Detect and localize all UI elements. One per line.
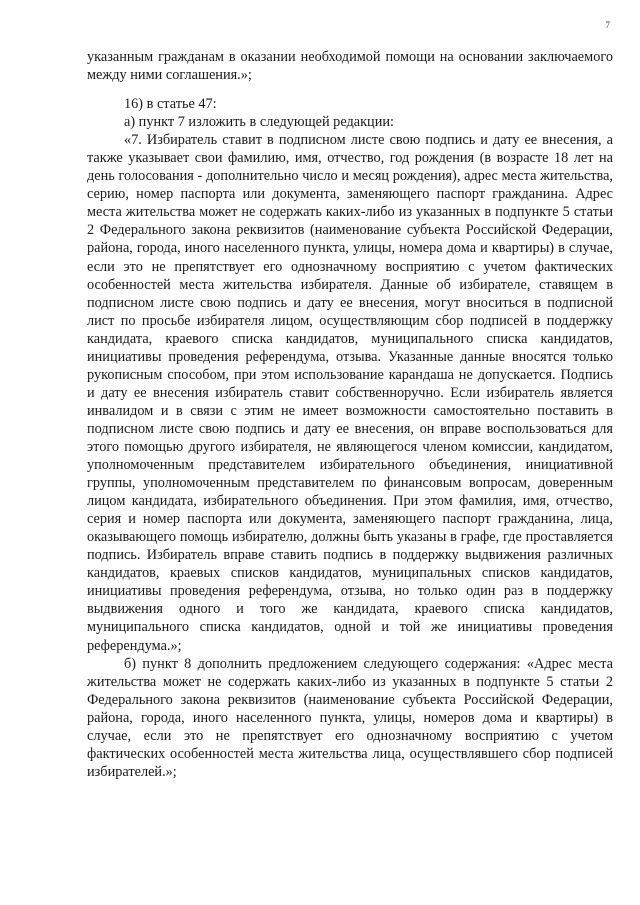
paragraph-article-47-heading: 16) в статье 47: xyxy=(124,96,217,113)
paragraph-continuation: указанным гражданам в оказании необходимой помощи на основании заключаемого между ними соглашения.»; xyxy=(87,49,613,84)
document-body xyxy=(87,48,613,781)
paragraph-item-b-text: б) пункт 8 дополнить предложением следующего содержания: «Адрес места жительства может не содержать каких-либо из указанных в подпункте 5 статьи 2 Федерального закона реквизитов (наименование субъекта Российской Федерации, района, города, иного населенного пункта, улицы, номеров дома и квартиры) в случае, если это не препятствует его однозначному восприятию с учетом фактических особенностей места жительства лица, осуществлявшего сбор подписей избирателей.»; xyxy=(87,655,613,780)
paragraph-item-a-heading: а) пункт 7 изложить в следующей редакции: xyxy=(124,114,394,131)
paragraph-point-7-text: «7. Избиратель ставит в подписном листе свою подпись и дату ее внесения, а также указывает свои фамилию, имя, отчество, год рождения (в возрасте 18 лет на день голосования - дополнительно число и месяц рождения), адрес места жительства, серию, номер паспорта или документа, заменяющего паспорт гражданина. Адрес места жительства может не содержать каких-либо из указанных в подпункте 5 статьи 2 Федерального закона реквизитов (наименование субъекта Российской Федерации, района, города, иного населенного пункта, улицы, номера дома и квартиры) в случае, если это не препятствует его однозначному восприятию с учетом фактических особенностей места жительства избирателя. Данные об избирателе, ставящем в подписном листе свою подпись и дату ее внесения, могут вноситься в подписной лист по просьбе избирателя лицом, осуществляющим сбор подписей в поддержку кандидата, краевого списка кандидатов, муниципального списка кандидатов, инициативы проведения референдума, отзыва. Указанные данные вносятся только рукописным способом, при этом использование карандаша не допускается. Подпись и дату ее внесения избиратель ставит собственноручно. Если избиратель является инвалидом и в связи с этим не имеет возможности самостоятельно поставить в подписном листе свою подпись и дату ее внесения, он вправе воспользоваться для этого помощью другого избирателя, не являющегося членом комиссии, кандидатом, уполномоченным представителем избирательного объединения, инициативной группы, уполномоченным представителем по финансовым вопросам, доверенным лицом кандидата, избирательного объединения. При этом фамилия, имя, отчество, серия и номер паспорта или документа, заменяющего паспорт гражданина, лица, оказывающего помощь избирателю, должны быть указаны в графе, где проставляется подпись. Избиратель вправе ставить подпись в поддержку выдвижения различных кандидатов, краевых списков кандидатов, муниципальных списков кандидатов, инициативы проведения референдума, отзыва, но только один раз в поддержку выдвижения одного и того же кандидата, краевого списка кандидатов, муниципального списка кандидатов, одной и той же инициативы проведения референдума.»; xyxy=(87,132,613,654)
page-number: 7 xyxy=(605,20,610,30)
